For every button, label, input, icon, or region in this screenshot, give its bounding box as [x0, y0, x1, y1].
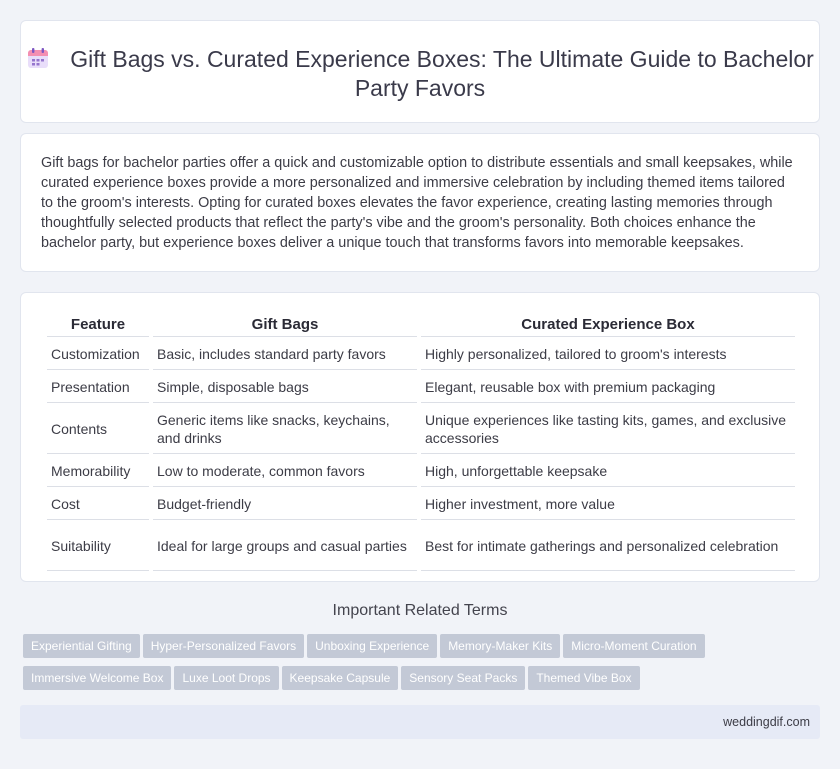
- cell-feature: Suitability: [47, 522, 149, 571]
- cell-experience-box: Unique experiences like tasting kits, games, and exclusive accessories: [421, 405, 795, 454]
- footer: [20, 705, 820, 739]
- cell-feature: Contents: [47, 405, 149, 454]
- tag-luxe-loot-drops[interactable]: Luxe Loot Drops: [174, 666, 278, 690]
- cell-experience-box: Best for intimate gatherings and personalized celebration: [421, 522, 795, 571]
- cell-experience-box: Highly personalized, tailored to groom's interests: [421, 339, 795, 370]
- cell-gift-bags: Ideal for large groups and casual parties: [153, 522, 417, 571]
- table-row: [47, 522, 795, 571]
- cell-gift-bags: Budget-friendly: [153, 489, 417, 520]
- table-header-row: [47, 315, 795, 337]
- summary-card: [20, 133, 820, 272]
- cell-experience-box: Higher investment, more value: [421, 489, 795, 520]
- table-row: [47, 372, 795, 403]
- cell-feature: Cost: [47, 489, 149, 520]
- tag-unboxing-experience[interactable]: Unboxing Experience: [307, 634, 437, 658]
- header-gift-bags: Gift Bags: [153, 315, 417, 337]
- cell-experience-box: High, unforgettable keepsake: [421, 456, 795, 487]
- tag-keepsake-capsule[interactable]: Keepsake Capsule: [282, 666, 399, 690]
- tag-memory-maker-kits[interactable]: Memory-Maker Kits: [440, 634, 560, 658]
- related-terms-tags: [23, 634, 743, 698]
- cell-gift-bags: Basic, includes standard party favors: [153, 339, 417, 370]
- cell-gift-bags: Low to moderate, common favors: [153, 456, 417, 487]
- table-row: [47, 456, 795, 487]
- title-wrap: [21, 45, 819, 103]
- cell-experience-box: Elegant, reusable box with premium packaging: [421, 372, 795, 403]
- tag-themed-vibe-box[interactable]: Themed Vibe Box: [528, 666, 639, 690]
- tag-sensory-seat-packs[interactable]: Sensory Seat Packs: [401, 666, 525, 690]
- title-card: [20, 20, 820, 123]
- cell-feature: Presentation: [47, 372, 149, 403]
- tag-micro-moment-curation[interactable]: Micro-Moment Curation: [563, 634, 704, 658]
- related-terms-heading: Important Related Terms: [332, 602, 508, 619]
- page-title: Gift Bags vs. Curated Experience Boxes: The Ultimate Guide to Bachelor Party Favors: [70, 46, 814, 101]
- tag-experiential-gifting[interactable]: Experiential Gifting: [23, 634, 140, 658]
- summary-text: Gift bags for bachelor parties offer a quick and customizable option to distribute essentials and small keepsakes, while curated experience boxes provide a more personalized and immersive celebration by including themed items tailored to the groom's interests. Opting for curated boxes elevates the favor experience, creating lasting memories through thoughtfully selected products that reflect the party's vibe and the groom's personality. Both choices enhance the bachelor party, but experience boxes deliver a unique touch that transforms favors into memorable keepsakes.: [41, 155, 793, 251]
- cell-gift-bags: Simple, disposable bags: [153, 372, 417, 403]
- cell-feature: Memorability: [47, 456, 149, 487]
- footer-site-link[interactable]: weddingdif.com: [723, 715, 810, 729]
- cell-feature: Customization: [47, 339, 149, 370]
- comparison-table: [43, 313, 799, 573]
- header-experience-box: Curated Experience Box: [421, 315, 795, 337]
- table-row: [47, 489, 795, 520]
- comparison-card: [20, 292, 820, 582]
- header-feature: Feature: [47, 315, 149, 337]
- table-row: [47, 405, 795, 454]
- calendar-icon: [26, 46, 50, 70]
- table-row: [47, 339, 795, 370]
- tag-immersive-welcome-box[interactable]: Immersive Welcome Box: [23, 666, 171, 690]
- tag-hyper-personalized-favors[interactable]: Hyper-Personalized Favors: [143, 634, 304, 658]
- cell-gift-bags: Generic items like snacks, keychains, and drinks: [153, 405, 417, 454]
